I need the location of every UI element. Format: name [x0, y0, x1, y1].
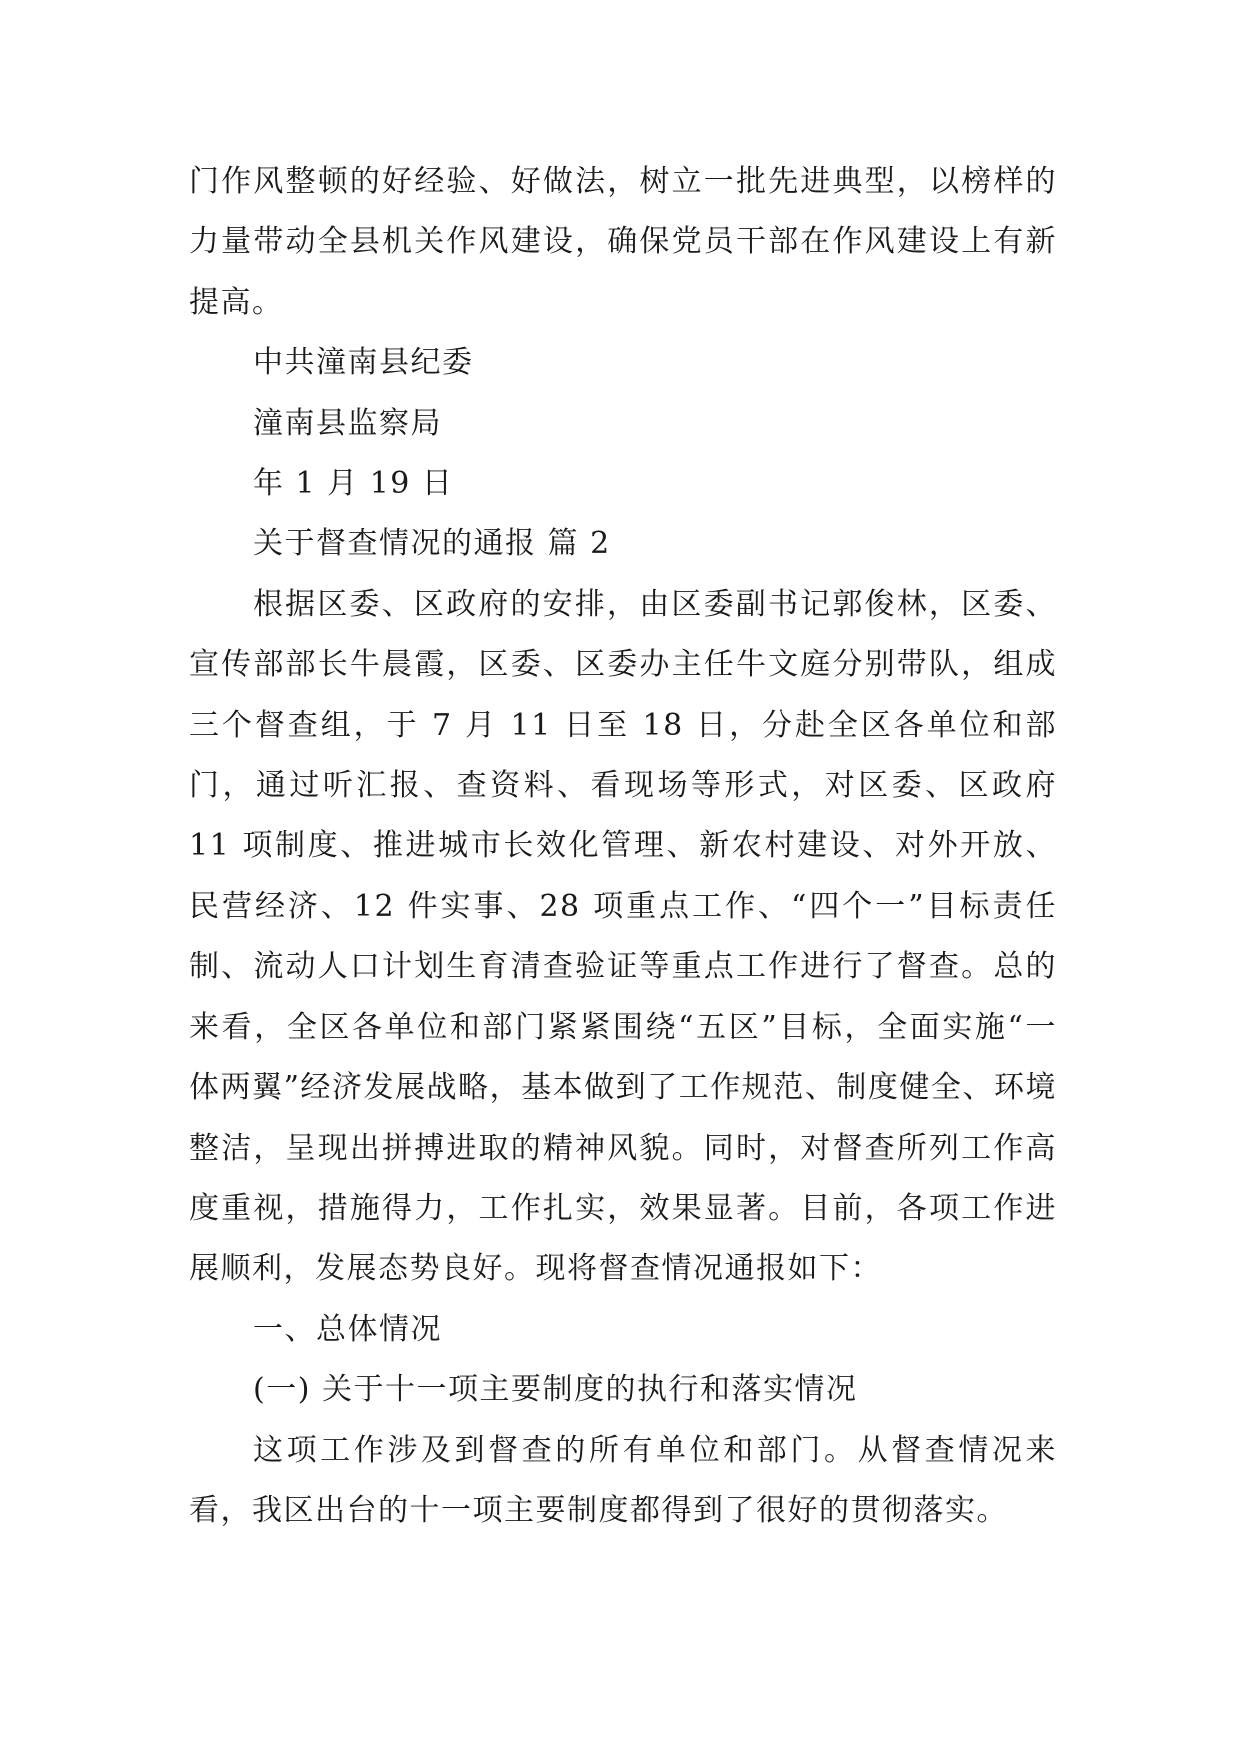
paragraph-eleven-systems: 这项工作涉及到督查的所有单位和部门。从督查情况来看，我区出台的十一项主要制度都得到了很好的贯彻落实。: [189, 1432, 1057, 1528]
paragraph-intro: 根据区委、区政府的安排，由区委副书记郭俊林，区委、宣传部部长牛晨霞，区委、区委办主任牛文庭分别带队，组成三个督查组，于 7 月 11 日至 18 日，分赴全区各单位和部门，通过听汇报、查资料、看现场等形式，对区委、区政府 11 项制度、推进城市长效化管理、新农村建设、对外开放、民营经济、12 件实事、28 项重点工作、“四个一”目标责任制、流动人口计划生育清查验证等重点工作进行了督查。总的来看，全区各单位和部门紧紧围绕“五区”目标，全面实施“一体两翼”经济发展战略，基本做到了工作规范、制度健全、环境整洁，呈现出拼搏进取的精神风貌。同时，对督查所列工作高度重视，措施得力，工作扎实，效果显著。目前，各项工作进展顺利，发展态势良好。现将督查情况通报如下：: [189, 586, 1057, 1287]
signature-org-discipline-committee: 中共潼南县纪委: [253, 345, 474, 381]
paragraph-continuation: 门作风整顿的好经验、好做法，树立一批先进典型，以榜样的力量带动全县机关作风建设，确保党员干部在作风建设上有新提高。: [189, 164, 1057, 320]
subheading-eleven-systems: (一) 关于十一项主要制度的执行和落实情况: [253, 1372, 858, 1408]
heading-overall-situation: 一、总体情况: [253, 1311, 442, 1347]
signature-date: 年 1 月 19 日: [253, 466, 454, 502]
section-title: 关于督查情况的通报 篇 2: [253, 526, 611, 562]
signature-org-supervision-bureau: 潼南县监察局: [253, 405, 442, 441]
document-body: [189, 152, 1057, 1541]
